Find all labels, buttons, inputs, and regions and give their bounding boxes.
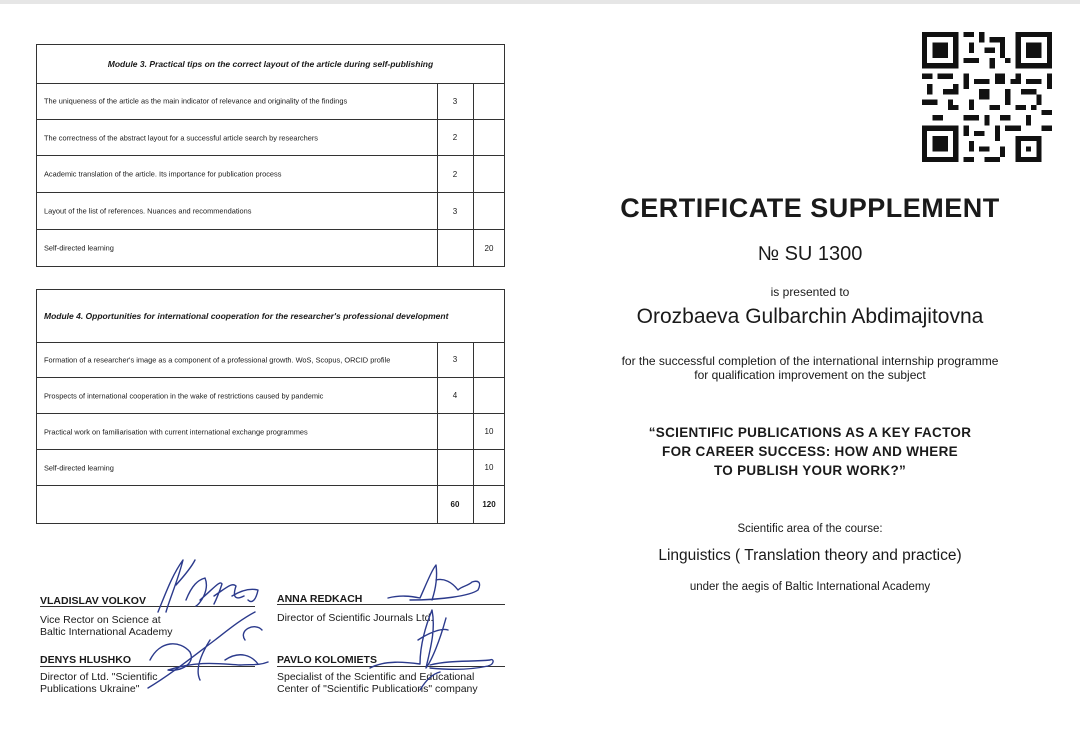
presented-to-label: is presented to: [770, 285, 850, 299]
table-row: [37, 83, 504, 120]
table-row: [37, 120, 504, 156]
table-row: [37, 156, 504, 193]
row-text: Self-directed learning: [44, 463, 114, 472]
qr-code-icon: [922, 31, 1052, 163]
module3-title: [37, 45, 504, 84]
row-hours: 20: [484, 243, 494, 253]
top-border: [0, 0, 1080, 4]
certificate-title: CERTIFICATE SUPPLEMENT: [620, 193, 1000, 223]
row-value: 3: [452, 355, 458, 364]
signature-volkov: [158, 560, 258, 612]
row-text: Prospects of international cooperation in the wake of restrictions caused by pandemic: [44, 391, 324, 400]
module4-title-text: Module 4. Opportunities for international cooperation for the researcher's professional development: [44, 311, 449, 321]
signatory-role: Director of Scientific Journals Ltd.: [277, 611, 434, 624]
signatory-role: Center of "Scientific Publications" company: [277, 683, 478, 695]
table-row: [37, 342, 504, 378]
description-line: for the successful completion of the international internship programme: [621, 354, 999, 368]
row-hours: [473, 193, 505, 229]
table-row: [37, 193, 504, 230]
completion-description: [560, 354, 1060, 382]
row-hours: [473, 120, 505, 155]
course-title: [560, 423, 1060, 480]
row-text: The uniqueness of the article as the main indicator of relevance and originality of the findings: [44, 96, 348, 106]
certificate-number: № SU 1300: [757, 243, 863, 265]
row-text: Layout of the list of references. Nuances and recommendations: [44, 206, 252, 216]
row-value: 2: [452, 169, 458, 179]
aegis-text: under the aegis of Baltic International Academy: [689, 581, 931, 593]
row-text: Practical work on familiarisation with current international exchange programmes: [44, 427, 308, 436]
row-text: Formation of a researcher's image as a component of a professional growth. WoS, Scopus, ORCID profile: [44, 355, 391, 364]
signatory-name: VLADISLAV VOLKOV: [40, 595, 146, 607]
row-value: [437, 450, 473, 485]
signatory-role: Baltic International Academy: [40, 626, 173, 638]
course-title-line: TO PUBLISH YOUR WORK?”: [713, 463, 907, 478]
signatory-redkach: [277, 593, 433, 624]
signatory-kolomiets: [277, 654, 478, 696]
total-hours: 120: [482, 500, 496, 509]
total-value: 60: [450, 500, 460, 509]
signatory-role: Vice Rector on Science at: [40, 613, 161, 626]
module4-table: [36, 289, 505, 524]
row-value: 4: [452, 391, 458, 400]
row-value: [437, 230, 473, 266]
row-value: 3: [452, 206, 458, 216]
row-hours: [473, 156, 505, 192]
module4-title: [37, 290, 504, 343]
signatory-role: Publications Ukraine": [40, 683, 140, 695]
scientific-area-label: Scientific area of the course:: [737, 523, 883, 535]
course-title-line: “SCIENTIFIC PUBLICATIONS AS A KEY FACTOR: [648, 425, 972, 440]
row-text: Academic translation of the article. Its importance for publication process: [44, 169, 282, 179]
row-value: 3: [452, 96, 458, 106]
signatory-name: PAVLO KOLOMIETS: [277, 654, 377, 666]
row-hours: [473, 342, 505, 377]
description-line: for qualification improvement on the subject: [694, 368, 926, 382]
row-hours: 10: [484, 427, 494, 436]
row-value: [437, 414, 473, 449]
signatory-name: ANNA REDKACH: [277, 593, 363, 605]
table-row: [37, 230, 504, 266]
module3-title-text: Module 3. Practical tips on the correct layout of the article during self-publishing: [107, 59, 434, 69]
row-hours: [473, 83, 505, 119]
signatory-hlushko: [40, 654, 158, 696]
scientific-area: Linguistics ( Translation theory and practice): [658, 547, 962, 564]
row-hours: 10: [484, 463, 494, 472]
table-row: [37, 450, 504, 486]
module3-table: [36, 44, 505, 267]
table-total-row: [37, 486, 504, 523]
row-value: 2: [452, 133, 458, 142]
table-row: [37, 378, 504, 414]
row-text: Self-directed learning: [44, 243, 114, 253]
signatory-role: Specialist of the Scientific and Educational: [277, 670, 475, 683]
row-hours: [473, 378, 505, 413]
course-title-line: FOR CAREER SUCCESS: HOW AND WHERE: [662, 444, 958, 459]
row-text: The correctness of the abstract layout for a successful article search by researchers: [44, 133, 318, 142]
signatory-name: DENYS HLUSHKO: [40, 654, 132, 666]
recipient-name: Orozbaeva Gulbarchin Abdimajitovna: [636, 305, 984, 328]
signatory-volkov: [40, 595, 173, 639]
signatory-role: Director of Ltd. "Scientific: [40, 670, 158, 683]
table-row: [37, 414, 504, 450]
